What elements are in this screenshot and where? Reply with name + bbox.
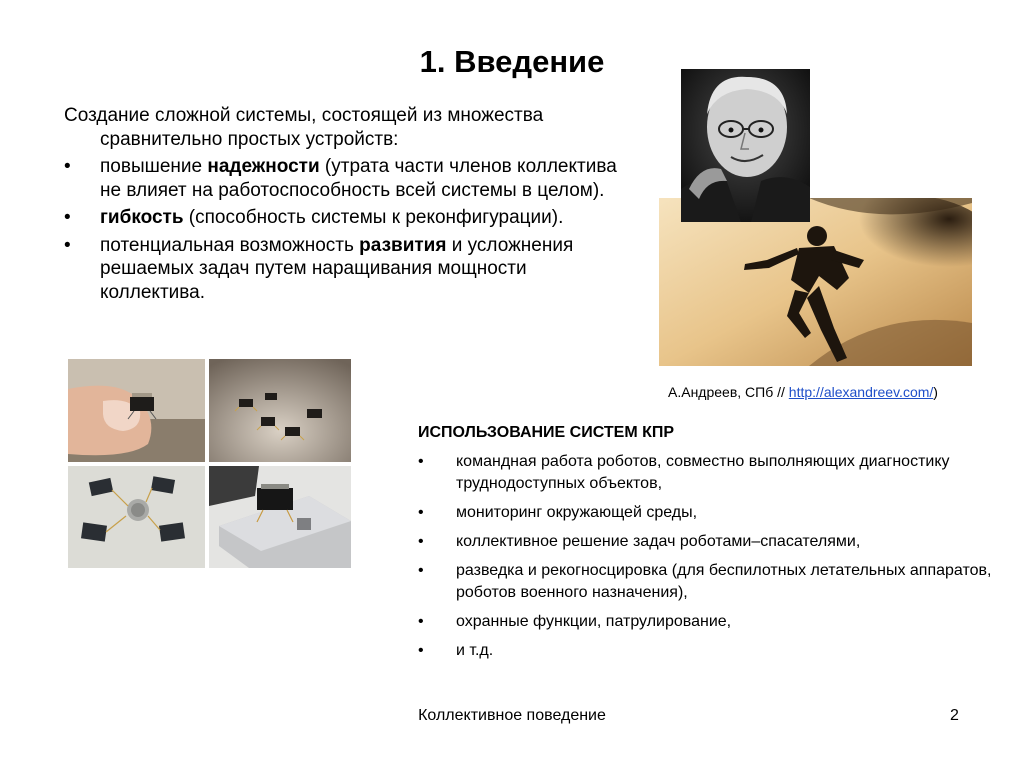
bullet-bold-term: надежности <box>207 156 320 177</box>
list-item <box>64 206 624 230</box>
bullet: • <box>418 453 424 470</box>
bullet-text: (способность системы к реконфигурации). <box>183 207 564 228</box>
bullet: • <box>418 642 424 659</box>
microrobot-on-usb-photo <box>209 466 351 568</box>
bullet-text: и усложнения решаемых задач путем наращивания мощности коллектива. <box>100 234 574 303</box>
usage-item-text: и т.д. <box>456 642 494 659</box>
microrobot-on-finger-photo <box>68 359 205 462</box>
bullet-text: повышение <box>100 156 208 177</box>
list-item <box>418 640 998 662</box>
microrobot-group-photo <box>209 359 351 462</box>
usage-item-text: коллективное решение задач роботами–спасателями, <box>456 533 861 550</box>
usage-list <box>418 451 998 662</box>
bullet: • <box>418 533 424 550</box>
bullet-bold-term: развития <box>359 234 447 256</box>
bullet: • <box>418 613 424 630</box>
bullet: • <box>418 562 424 579</box>
footer-title: Коллективное поведение <box>418 707 606 724</box>
credit-link[interactable]: http://alexandreev.com/ <box>788 384 934 400</box>
photo-credit <box>668 384 938 400</box>
microrobots-around-screw-photo <box>68 466 205 568</box>
bullet-text: (утрата части членов коллектива не влияет на работоспособность всей системы в целом). <box>100 156 617 201</box>
list-item <box>418 502 998 524</box>
credit-text: А.Андреев, СПб // <box>668 384 789 400</box>
running-man-photo <box>659 198 972 366</box>
intro-text-block <box>64 104 624 308</box>
bullet: • <box>64 234 71 256</box>
bullet-text: потенциальная возможность <box>100 234 360 256</box>
usage-item-text: охранные функции, патрулирование, <box>456 613 732 630</box>
usage-item-text: мониторинг окружающей среды, <box>456 504 698 521</box>
portrait-photo <box>681 69 810 222</box>
usage-item-text: командная работа роботов, совместно выполняющих диагностику труднодоступных объектов, <box>456 453 950 492</box>
list-item <box>418 531 998 553</box>
list-item <box>64 234 624 305</box>
list-item <box>418 611 998 633</box>
usage-item-text: разведка и рекогносцировка (для беспилотных летательных аппаратов, роботов военного назначения), <box>456 562 992 601</box>
list-item <box>418 451 998 495</box>
bullet-bold-term: гибкость <box>100 207 184 228</box>
list-item <box>64 155 624 202</box>
slide-title: 1. Введение <box>419 44 605 79</box>
usage-block <box>418 422 998 669</box>
benefits-list <box>64 155 624 304</box>
intro-paragraph: Создание сложной системы, состоящей из множества сравнительно простых устройств: <box>64 105 544 150</box>
bullet: • <box>418 504 424 521</box>
bullet: • <box>64 156 71 177</box>
usage-heading: ИСПОЛЬЗОВАНИЕ СИСТЕМ КПР <box>418 424 675 441</box>
page-number: 2 <box>950 707 959 724</box>
credit-suffix: ) <box>933 384 938 400</box>
list-item <box>418 560 998 604</box>
bullet: • <box>64 207 71 228</box>
